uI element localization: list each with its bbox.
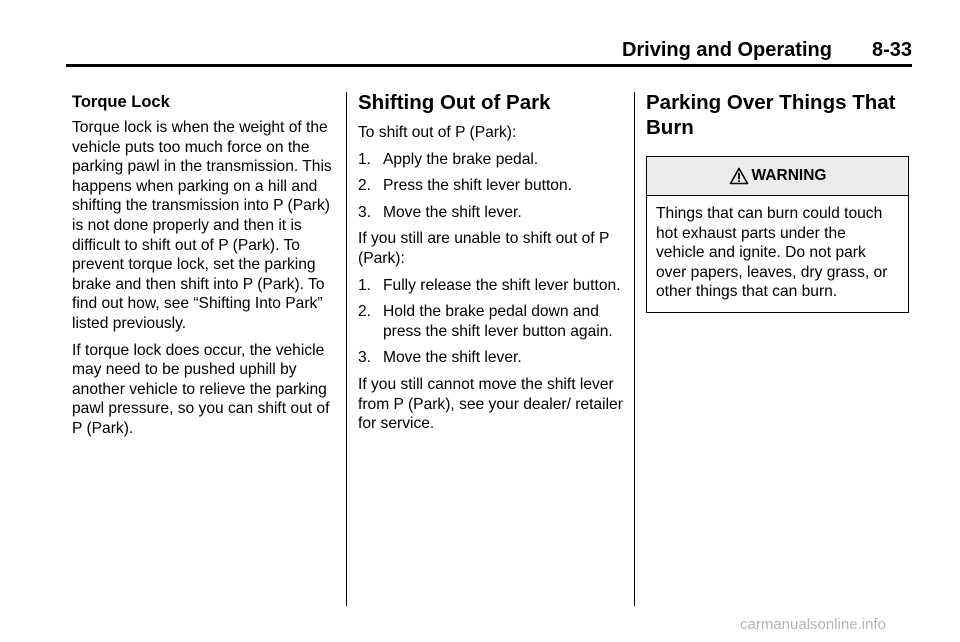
step-text: Fully release the shift lever button.	[383, 276, 621, 294]
column-shifting-out-of-park	[358, 90, 626, 441]
list-item	[358, 203, 626, 223]
step-text: Move the shift lever.	[383, 349, 522, 367]
list-item	[358, 276, 626, 296]
page-number: 8-33	[871, 39, 912, 61]
column-divider	[346, 92, 347, 606]
warning-triangle-icon	[729, 167, 749, 185]
step-number: 3.	[358, 349, 372, 367]
warning-header	[647, 157, 908, 196]
column-divider	[634, 92, 635, 606]
step-text: Hold the brake pedal down and press the shift lever button again.	[383, 303, 613, 340]
page-header	[620, 36, 912, 64]
step-number: 1.	[358, 150, 372, 168]
torque-lock-heading: Torque Lock	[72, 93, 170, 111]
step-list	[358, 276, 626, 368]
paragraph: Torque lock is when the weight of the vehicle puts too much force on the parking pawl in the transmission. This happens when parking on a hill and shifting the transmission into P (Park) is not done properly and then it is difficult to shift out of P (Park). To prevent torque lock, set the parking brake and then shift into P (Park). To find out how, see “Shifting Into Park” listed previously.	[72, 119, 332, 332]
list-item	[358, 348, 626, 368]
list-item	[358, 150, 626, 170]
step-text: Move the shift lever.	[383, 203, 522, 221]
step-text: Apply the brake pedal.	[383, 150, 539, 168]
parking-over-heading: Parking Over Things That Burn	[646, 91, 896, 139]
warning-text: Things that can burn could touch hot exhaust parts under the vehicle and ignite. Do not park over papers, leaves, dry grass, or other things that can burn.	[656, 205, 888, 301]
column-parking-over-things	[646, 90, 912, 313]
paragraph: If you still cannot move the shift lever from P (Park), see your dealer/ retailer for service.	[358, 375, 623, 433]
paragraph: If you still are unable to shift out of P (Park):	[358, 230, 610, 267]
watermark: carmanualsonline.info	[740, 616, 886, 633]
step-text: Press the shift lever button.	[383, 177, 572, 195]
shifting-out-heading: Shifting Out of Park	[358, 91, 551, 114]
step-number: 3.	[358, 203, 372, 221]
step-number: 1.	[358, 276, 372, 294]
paragraph: If torque lock does occur, the vehicle may need to be pushed uphill by another vehicle to relieve the parking pawl pressure, so you can shift out of P (Park).	[72, 341, 330, 437]
header-rule	[66, 64, 912, 67]
step-number: 2.	[358, 177, 372, 195]
list-item	[358, 302, 626, 341]
step-number: 2.	[358, 303, 372, 321]
list-item	[358, 176, 626, 196]
paragraph: To shift out of P (Park):	[358, 124, 517, 141]
section-title: Driving and Operating	[621, 39, 832, 61]
warning-box	[646, 156, 909, 313]
warning-label: WARNING	[751, 167, 827, 185]
step-list	[358, 150, 626, 223]
column-torque-lock	[72, 90, 334, 446]
